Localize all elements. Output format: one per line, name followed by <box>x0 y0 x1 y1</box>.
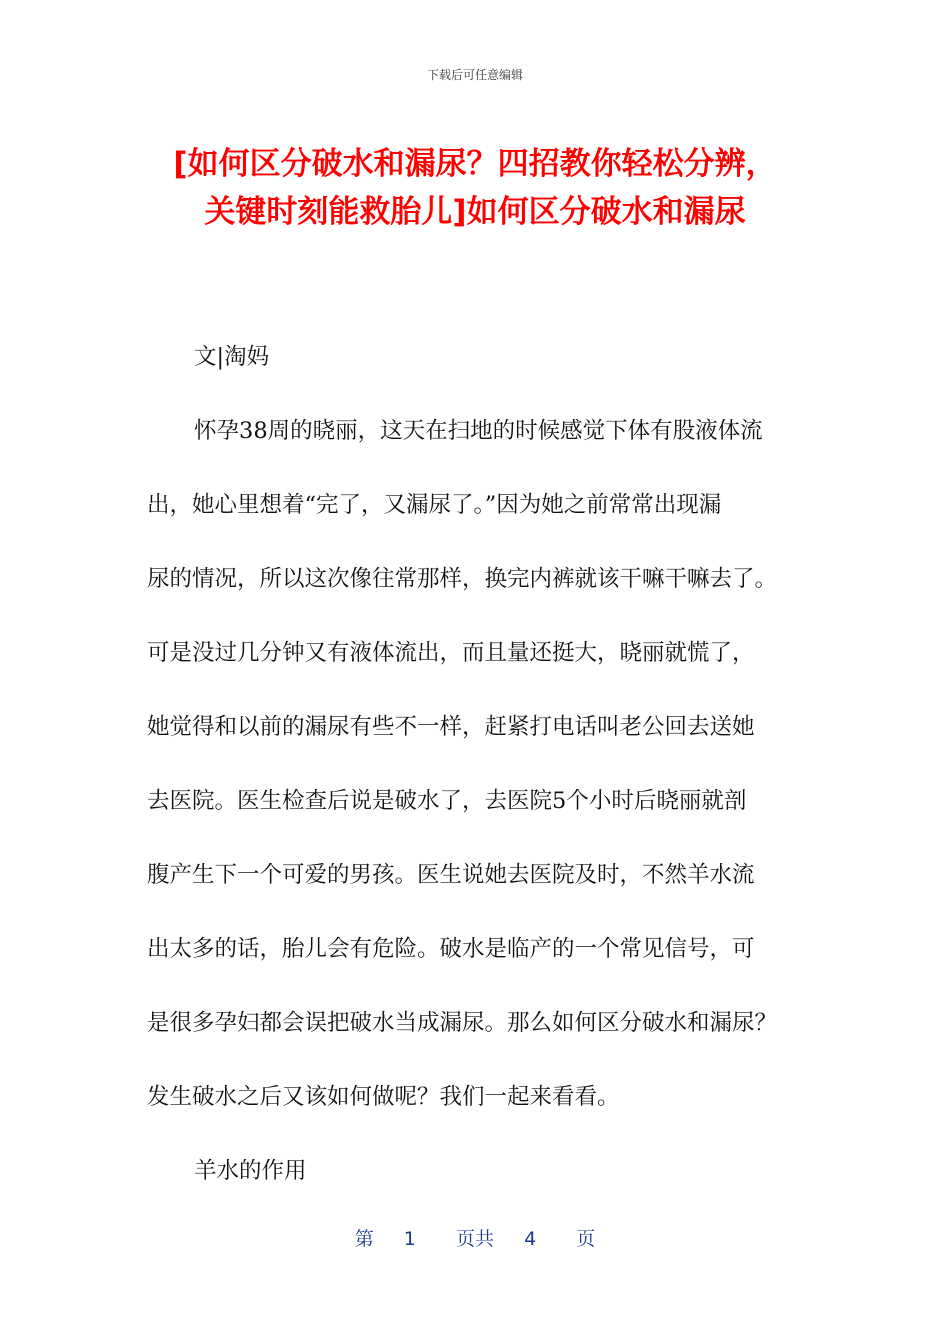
paragraph-line: 她觉得和以前的漏尿有些不一样，赶紧打电话叫老公回去送她 <box>147 714 755 740</box>
page-footer <box>0 1226 950 1252</box>
section-heading: 羊水的作用 <box>194 1158 307 1184</box>
paragraph-line: 是很多孕妇都会误把破水当成漏尿。那么如何区分破水和漏尿？ <box>147 1010 778 1036</box>
author-line: 文|淘妈 <box>194 344 270 370</box>
document-title <box>100 140 850 236</box>
title-line-1: [如何区分破水和漏尿？四招教你轻松分辨， <box>173 146 777 182</box>
footer-total-pages: 4 <box>524 1228 537 1250</box>
header-note: 下载后可任意编辑 <box>426 68 523 82</box>
paragraph-line: 腹产生下一个可爱的男孩。医生说她去医院及时，不然羊水流 <box>147 862 755 888</box>
footer-suffix: 页 <box>576 1228 596 1250</box>
paragraph-line: 去医院。医生检查后说是破水了，去医院5个小时后晓丽就剖 <box>147 788 747 814</box>
footer-middle: 页共 <box>455 1228 494 1250</box>
title-line-2: 关键时刻能救胎儿]如何区分破水和漏尿 <box>204 194 746 230</box>
footer-page-number: 1 <box>403 1228 416 1250</box>
footer-prefix: 第 <box>354 1228 374 1250</box>
paragraph-line: 尿的情况，所以这次像往常那样，换完内裤就该干嘛干嘛去了。 <box>147 566 778 592</box>
paragraph-line: 出，她心里想着“完了，又漏尿了。”因为她之前常常出现漏 <box>147 492 722 518</box>
paragraph-line: 发生破水之后又该如何做呢？我们一起来看看。 <box>147 1084 620 1110</box>
paragraph-line: 出太多的话，胎儿会有危险。破水是临产的一个常见信号，可 <box>147 936 755 962</box>
body-text <box>147 320 807 1208</box>
paragraph-line: 可是没过几分钟又有液体流出，而且量还挺大，晓丽就慌了， <box>147 640 755 666</box>
paragraph-line: 怀孕38周的晓丽，这天在扫地的时候感觉下体有股液体流 <box>194 418 763 444</box>
paragraph-1 <box>147 394 807 1134</box>
